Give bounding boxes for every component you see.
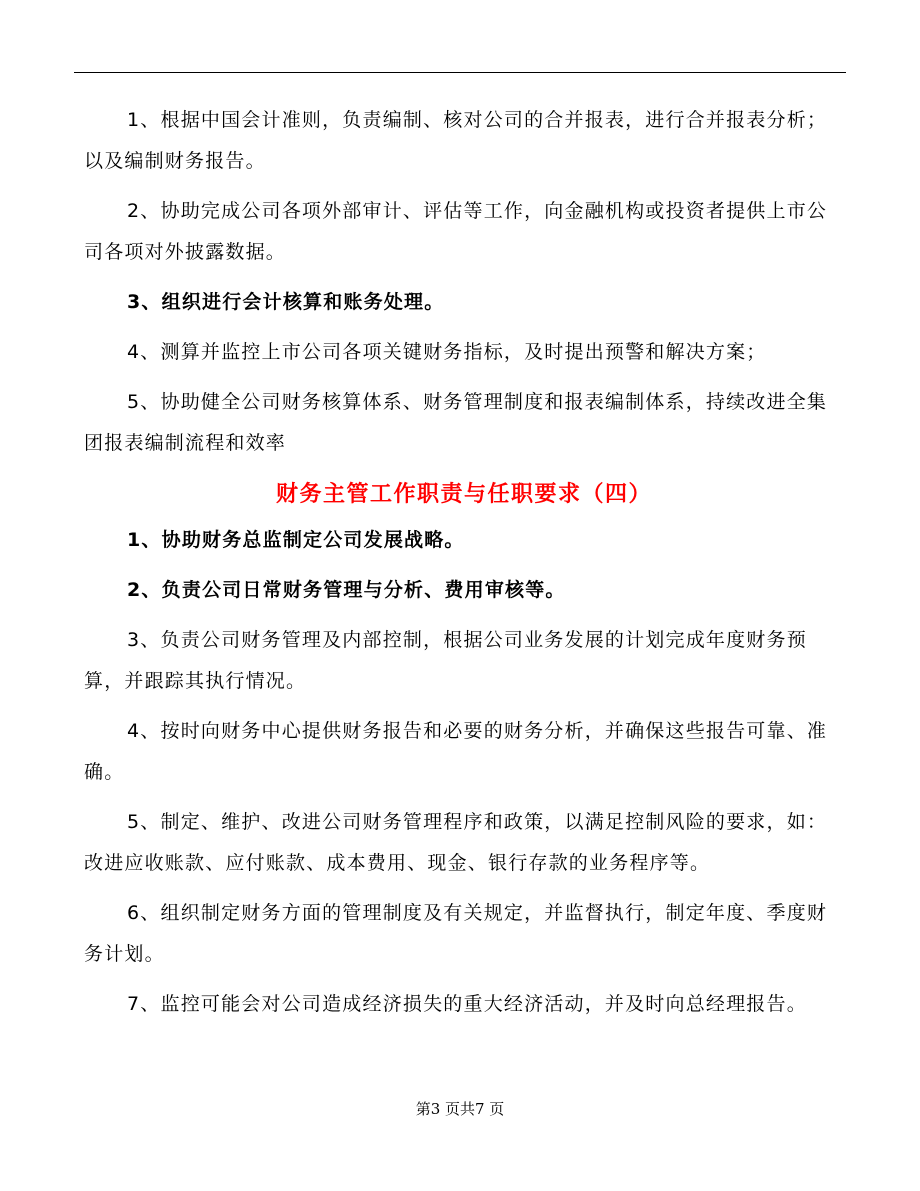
section-item-7: 7、监控可能会对公司造成经济损失的重大经济活动，并及时向总经理报告。 bbox=[127, 993, 807, 1015]
section-item-1: 1、协助财务总监制定公司发展战略。 bbox=[127, 529, 465, 551]
section-item-3: 3、负责公司财务管理及内部控制，根据公司业务发展的计划完成年度财务预算，并跟踪其执行情况。 bbox=[84, 629, 807, 692]
document-body bbox=[84, 100, 844, 1025]
intro-item-4: 4、测算并监控上市公司各项关键财务指标，及时提出预警和解决方案； bbox=[127, 341, 767, 363]
intro-item-1: 1、根据中国会计准则，负责编制、核对公司的合并报表，进行合并报表分析；以及编制财务报告。 bbox=[84, 109, 828, 172]
header-divider bbox=[74, 72, 846, 73]
intro-item-3: 3、组织进行会计核算和账务处理。 bbox=[127, 291, 445, 313]
section-item-5: 5、制定、维护、改进公司财务管理程序和政策，以满足控制风险的要求，如：改进应收账款、应付账款、成本费用、现金、银行存款的业务程序等。 bbox=[84, 811, 828, 874]
section-item-6: 6、组织制定财务方面的管理制度及有关规定，并监督执行，制定年度、季度财务计划。 bbox=[84, 902, 828, 965]
section-title: 财务主管工作职责与任职要求（四） bbox=[275, 482, 652, 507]
page-number: 第3 页共7 页 bbox=[415, 1100, 505, 1118]
intro-item-5: 5、协助健全公司财务核算体系、财务管理制度和报表编制体系，持续改进全集团报表编制流程和效率 bbox=[84, 391, 828, 454]
intro-item-2: 2、协助完成公司各项外部审计、评估等工作，向金融机构或投资者提供上市公司各项对外披露数据。 bbox=[84, 200, 828, 263]
section-item-2: 2、负责公司日常财务管理与分析、费用审核等。 bbox=[127, 579, 566, 601]
section-item-4: 4、按时向财务中心提供财务报告和必要的财务分析，并确保这些报告可靠、准确。 bbox=[84, 720, 828, 783]
